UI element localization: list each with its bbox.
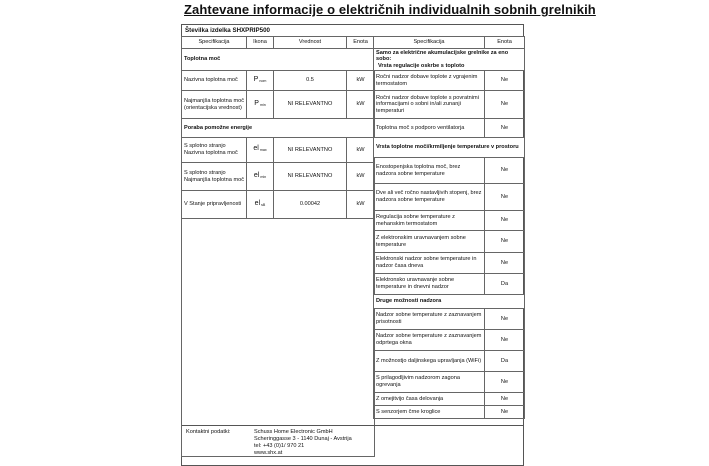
info-sheet [181,24,524,466]
right-header-row [374,37,525,49]
unit-cell: Ne [485,119,525,138]
value-cell: NI RELEVANTNO [274,91,347,119]
unit-cell: kW [347,138,375,163]
right-spec-table [373,36,525,419]
header-unit: Enota [485,37,525,49]
header-unit: Enota [347,37,375,49]
table-row [374,406,525,419]
contact-company: Schuss Home Electronic GmbH [254,429,333,435]
spec-cell: Nadzor sobne temperature z zaznavanjem odprtega okna [374,330,485,351]
spec-cell: Z omejitvijo časa delovanja [374,393,485,406]
section-row [182,49,375,71]
spec-cell: Dve ali več ročno nastavljivih stopenj, brez nadzora sobne temperature [374,184,485,211]
contact-website: www.shx.at [254,450,283,456]
section-other-title: Druge možnosti nadzora [374,295,525,309]
table-row [374,309,525,330]
table-row [182,138,375,163]
table-row [374,393,525,406]
table-row [374,184,525,211]
header-spec: Specifikacija [182,37,247,49]
unit-cell: Ne [485,91,525,119]
table-row [182,191,375,219]
unit-cell: Ne [485,158,525,184]
spec-cell: Nadzor sobne temperature z zaznavanjem prisotnosti [374,309,485,330]
symbol-cell: $el_{sB}$ [247,191,274,219]
contact-address: Scheringgasse 3 - 1140 Dunaj - Avstrija [254,436,352,442]
unit-cell: Ne [485,231,525,253]
spec-cell: Ročni nadzor dobave toplote z vgrajenim termostatom [374,71,485,91]
spec-cell: Enostopenjska toplotna moč, brez nadzora sobne temperature [374,158,485,184]
unit-cell: Ne [485,211,525,231]
spec-cell: S senzorjem črne kroglice [374,406,485,419]
spec-cell: Regulacija sobne temperature z mehanskim termostatom [374,211,485,231]
spec-cell: S prilagodljivim nadzorom zagona ogrevanja [374,372,485,393]
unit-cell: Da [485,351,525,372]
contact-info [254,429,352,457]
left-spec-table [181,36,375,457]
model-number: Številka izdelka SHXPRIP500 [182,25,523,37]
spec-cell: Toplotna moč s podporo ventilatorja [374,119,485,138]
section-storage-title: Samo za električne akumulacijske grelnike za eno sobo: Vrsta regulacije oskrbe s toploto [374,49,525,71]
spec-cell: Ročni nadzor dobave toplote s povratnimi informacijami o sobni in/ali zunanji temperaturi [374,91,485,119]
unit-cell: kW [347,91,375,119]
unit-cell: Ne [485,330,525,351]
unit-cell: Ne [485,372,525,393]
empty-row [182,219,375,457]
symbol-cell: $P_{min}$ [247,91,274,119]
section-aux-title: Poraba pomožne energije [182,119,375,138]
unit-cell: Ne [485,309,525,330]
unit-cell: kW [347,163,375,191]
header-icon: Ikona [247,37,274,49]
value-cell: 0.5 [274,71,347,91]
spec-cell: Nazivna toplotna moč [182,71,247,91]
table-row [182,91,375,119]
table-row [374,158,525,184]
symbol-cell: $P_{nom}$ [247,71,274,91]
symbol-cell: $el_{max}$ [247,138,274,163]
unit-cell: Ne [485,253,525,274]
unit-cell: Ne [485,393,525,406]
spec-cell: Z elektronskim uravnavanjem sobne temperature [374,231,485,253]
section-row [374,138,525,158]
section-row [374,295,525,309]
table-row [374,330,525,351]
unit-cell: kW [347,71,375,91]
spec-cell: Z možnostjo daljinskega upravljanja (WiFi) [374,351,485,372]
contact-phone: tel: +43 (0)1/ 970 21 [254,443,305,449]
section-control-title: Vrsta toplotne moči/krmiljenje temperature v prostoru [374,138,525,158]
table-row [374,372,525,393]
table-row [374,274,525,295]
spec-cell: Elektronsko uravnavanje sobne temperature in dnevni nadzor [374,274,485,295]
unit-cell: kW [347,191,375,219]
table-row [374,71,525,91]
spec-cell: S splotno stranjo Najmanjša toplotna moč [182,163,247,191]
page-title: Zahtevane informacije o električnih individualnih sobnih grelnikih [184,2,596,17]
table-row [182,163,375,191]
value-cell: NI RELEVANTNO [274,163,347,191]
contact-label: Kontaktni podatki: [186,429,231,435]
section-heat-title: Toplotna moč [182,49,375,71]
section-row [374,49,525,71]
section-row [182,119,375,138]
header-spec: Specifikacija [374,37,485,49]
left-header-row [182,37,375,49]
unit-cell: Ne [485,184,525,211]
table-row [374,231,525,253]
unit-cell: Ne [485,406,525,419]
spec-cell: Najmanjša toplotna moč (orientacijska vrednost) [182,91,247,119]
symbol-cell: $el_{min}$ [247,163,274,191]
value-cell: NI RELEVANTNO [274,138,347,163]
contact-section [182,425,523,465]
value-cell: 0.00042 [274,191,347,219]
table-row [374,119,525,138]
table-row [374,253,525,274]
table-row [374,211,525,231]
spec-cell: V Stanje pripravljenosti [182,191,247,219]
spec-cell: Elektronski nadzor sobne temperature in nadzor časa dneva [374,253,485,274]
table-row [374,91,525,119]
unit-cell: Ne [485,71,525,91]
unit-cell: Da [485,274,525,295]
table-row [182,71,375,91]
header-value: Vrednost [274,37,347,49]
table-row [374,351,525,372]
spec-cell: S splotno stranjo Nazivna toplotna moč [182,138,247,163]
